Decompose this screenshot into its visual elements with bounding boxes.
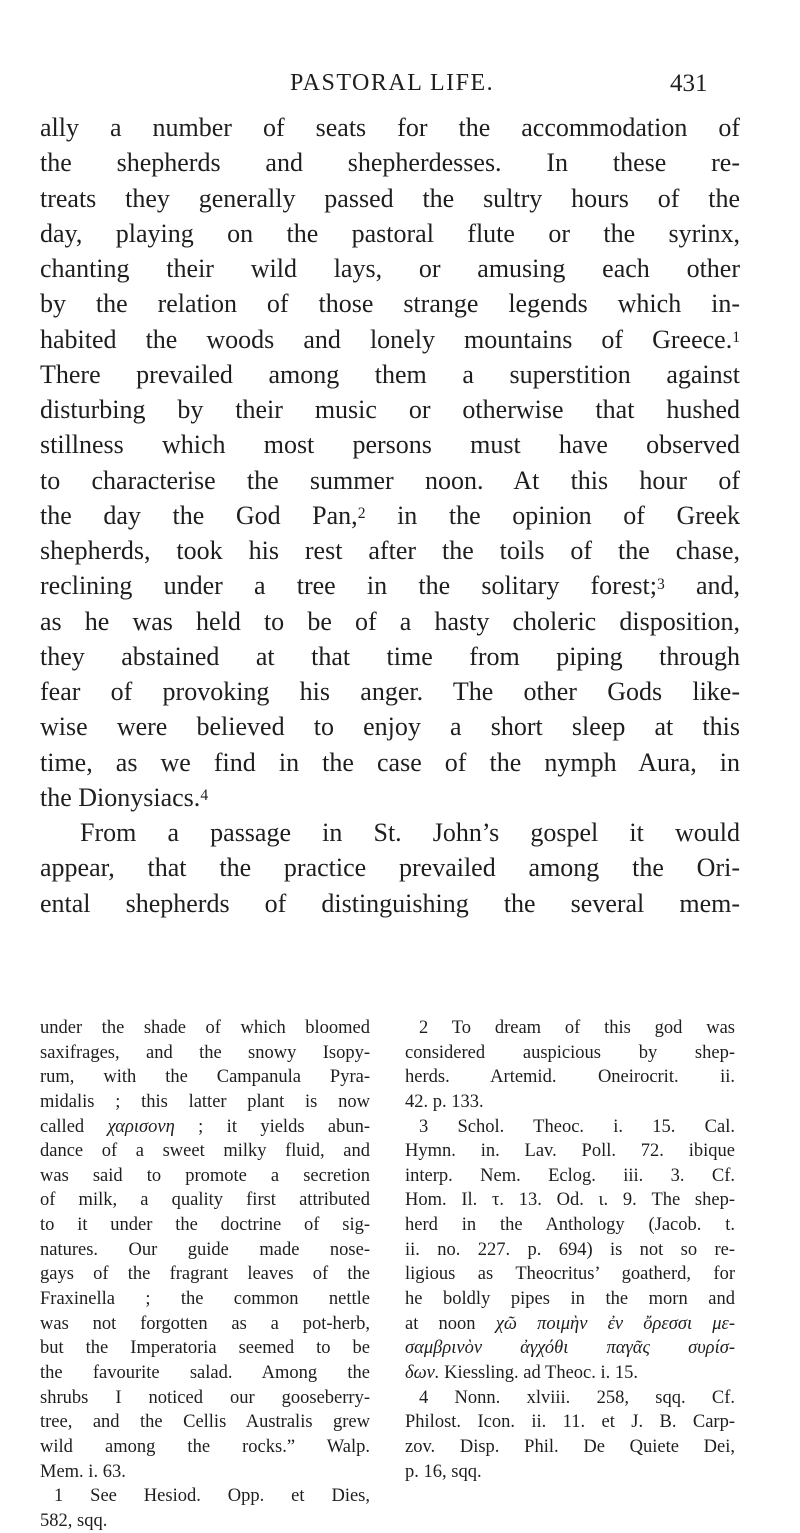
footnote-line: saxifrages, and the snowy Isopy- [40,1042,370,1063]
footnote-line: zov. Disp. Phil. De Quiete Dei, [405,1436,735,1457]
text-line: ally a number of seats for the accommodation of [40,113,740,142]
footnote-line: considered auspicious by shep- [405,1042,735,1063]
footnote-line [40,1115,370,1140]
footnote-line: was not forgotten as a pot-herb, [40,1313,370,1334]
footnote-line: interp. Nem. Eclog. iii. 3. Cf. [405,1165,735,1186]
footnote-line [405,1361,735,1386]
greek-quote: χῶ ποιμὴν ἐν ὄρεσσι με- [495,1313,735,1334]
footnote-line [405,1312,735,1337]
text-line: wise were believed to enjoy a short sleep at this [40,712,740,742]
footnote-mark: 1 [732,329,740,347]
text-line [40,498,740,533]
text-line: appear, that the practice prevailed among the Ori- [40,853,740,883]
text-line: they abstained at that time from piping through [40,641,740,671]
text-line: disturbing by their music or otherwise that hushed [40,395,740,424]
page-header [0,70,800,110]
footnote-4: 4 Nonn. xlviii. 258, sqq. Cf. [419,1387,735,1408]
text-line: to characterise the summer noon. At this hour of [40,465,740,495]
footnote-line: to it under the doctrine of sig- [40,1215,370,1236]
footnote-line: p. 16, sqq. [405,1461,482,1482]
text-segment: habited the woods and lonely mountains of Greece. [40,324,733,354]
page-number: 431 [670,70,708,97]
text-line: ental shepherds of distinguishing the several mem- [40,888,740,918]
footnote-line: shrubs I noticed our gooseberry- [40,1387,370,1408]
footnote-line: 42. p. 133. [405,1091,484,1112]
footnote-line: he boldly pipes in the morn and [405,1289,735,1310]
footnote-line: wild among the rocks.” Walp. [40,1436,370,1457]
footnote-line: midalis ; this latter plant is now [40,1091,370,1112]
text-line: From a passage in St. John’s gospel it would [80,818,740,847]
footnotes-left-column [40,1016,370,1533]
footnote-line: the favourite salad. Among the [40,1362,370,1383]
footnote-1: 1 See Hesiod. Opp. et Dies, [54,1486,370,1507]
footnote-line: of milk, a quality first attributed [40,1190,370,1211]
text-line: by the relation of those strange legends which in- [40,289,740,319]
footnote-segment: ; it yields abun- [198,1116,370,1137]
text-line: the shepherds and shepherdesses. In these re- [40,148,740,178]
footnote-segment: Kiessling. ad Theoc. i. 15. [439,1362,639,1383]
text-segment: and, [664,571,740,601]
footnote-line: Mem. i. 63. [40,1461,126,1482]
footnotes-area [0,1016,800,1531]
text-line [40,322,740,357]
footnote-line: tree, and the Cellis Australis grew [40,1412,370,1433]
greek-quote-line: σαμβρινὸν ἀγχόθι παγᾶς συρίσ- [405,1338,735,1359]
footnote-2: 2 To dream of this god was [419,1018,735,1038]
main-text-block [40,110,740,921]
footnote-mark: 2 [357,505,366,523]
footnote-line: herd in the Anthology (Jacob. t. [405,1215,735,1236]
footnote-mark: 4 [200,787,209,805]
text-line: There prevailed among them a superstition against [40,359,740,389]
footnote-3: 3 Schol. Theoc. i. 15. Cal. [419,1116,735,1137]
text-segment: in the opinion of Greek [365,500,740,530]
footnote-line: under the shade of which bloomed [40,1018,370,1038]
text-line: as he was held to be of a hasty choleric disposition, [40,606,740,636]
text-line: shepherds, took his rest after the toils of the chase, [40,536,740,565]
text-line: stillness which most persons must have observed [40,430,740,460]
footnote-line: 582, sqq. [40,1510,108,1531]
footnote-line: dance of a sweet milky fluid, and [40,1141,370,1162]
text-line: time, as we find in the case of the nymph Aura, in [40,747,740,777]
footnote-line: Hom. Il. τ. 13. Od. ι. 9. The shep- [405,1190,735,1211]
footnote-line: herds. Artemid. Oneirocrit. ii. [405,1067,735,1088]
text-line: chanting their wild lays, or amusing each other [40,254,740,283]
text-line: day, playing on the pastoral flute or the syrinx, [40,218,740,248]
footnote-segment: called [40,1116,85,1137]
footnote-line: ligious as Theocritus’ goatherd, for [405,1264,735,1285]
footnote-line: but the Imperatoria seemed to be [40,1338,370,1359]
text-segment: the day the God Pan, [40,500,358,530]
footnote-line: gays of the fragrant leaves of the [40,1264,370,1285]
footnote-line: natures. Our guide made nose- [40,1239,370,1260]
footnote-mark: 3 [656,575,665,593]
footnote-line: Philost. Icon. ii. 11. et J. B. Carp- [405,1412,735,1433]
text-line [40,780,740,815]
text-line: treats they generally passed the sultry hours of the [40,183,740,213]
text-line: fear of provoking his anger. The other Gods like- [40,677,740,706]
text-segment: the Dionysiacs. [40,782,201,812]
footnote-line: Fraxinella ; the common nettle [40,1289,370,1310]
footnote-line: rum, with the Campanula Pyra- [40,1067,370,1088]
footnote-line: ii. no. 227. p. 694) is not so re- [405,1239,735,1260]
footnote-segment: at noon [405,1313,476,1334]
text-segment: reclining under a tree in the solitary forest; [40,571,657,601]
text-line [40,568,740,603]
greek-quote: δων. [405,1362,440,1383]
running-title: PASTORAL LIFE. [290,70,495,96]
footnote-line: Hymn. in. Lav. Poll. 72. ibique [405,1141,735,1162]
footnote-line: was said to promote a secretion [40,1165,370,1186]
greek-word: χαρισονη [107,1116,175,1137]
footnotes-right-column [405,1016,735,1484]
